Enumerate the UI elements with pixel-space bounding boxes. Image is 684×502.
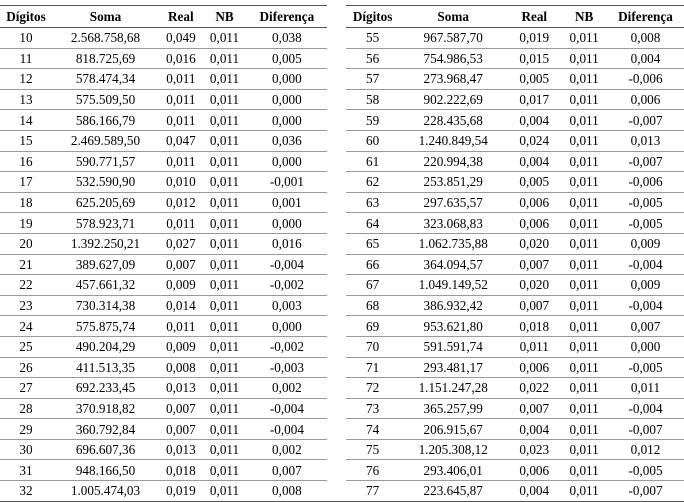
table-row bbox=[0, 89, 684, 110]
table-row bbox=[0, 192, 684, 213]
cell-real: 0,011 bbox=[159, 151, 203, 172]
cell-soma-right: 206.915,67 bbox=[399, 419, 507, 440]
cell-real: 0,007 bbox=[159, 419, 203, 440]
cell-nb: 0,011 bbox=[203, 89, 247, 110]
cell-real-right: 0,006 bbox=[507, 460, 561, 481]
cell-nb: 0,011 bbox=[203, 69, 247, 90]
cell-soma: 696.607,36 bbox=[52, 439, 159, 460]
cell-digitos-right: 68 bbox=[346, 295, 399, 316]
digits-table bbox=[0, 5, 684, 502]
cell-real: 0,019 bbox=[159, 481, 203, 502]
cell-digitos-right: 71 bbox=[346, 357, 399, 378]
cell-nb: 0,011 bbox=[203, 460, 247, 481]
cell-soma: 575.875,74 bbox=[52, 316, 159, 337]
cell-digitos-right: 65 bbox=[346, 233, 399, 254]
cell-soma: 457.661,32 bbox=[52, 275, 159, 296]
cell-nb: 0,011 bbox=[203, 481, 247, 502]
cell-soma: 575.509,50 bbox=[52, 89, 159, 110]
cell-nb-right: 0,011 bbox=[561, 110, 607, 131]
cell-diferenca: 0,002 bbox=[246, 439, 327, 460]
cell-diferenca: 0,036 bbox=[246, 130, 327, 151]
cell-diferenca: 0,000 bbox=[246, 110, 327, 131]
cell-nb-right: 0,011 bbox=[561, 48, 607, 69]
cell-digitos-right: 60 bbox=[346, 130, 399, 151]
cell-diferenca-right: 0,011 bbox=[607, 378, 684, 399]
cell-nb: 0,011 bbox=[203, 48, 247, 69]
cell-digitos: 10 bbox=[0, 28, 52, 49]
cell-diferenca-right: -0,006 bbox=[607, 172, 684, 193]
cell-diferenca: -0,002 bbox=[246, 336, 327, 357]
cell-real: 0,008 bbox=[159, 357, 203, 378]
cell-digitos-right: 76 bbox=[346, 460, 399, 481]
cell-diferenca: 0,005 bbox=[246, 48, 327, 69]
cell-nb: 0,011 bbox=[203, 130, 247, 151]
cell-digitos: 25 bbox=[0, 336, 52, 357]
cell-diferenca-right: -0,006 bbox=[607, 69, 684, 90]
cell-soma-right: 754.986,53 bbox=[399, 48, 507, 69]
cell-diferenca-right: -0,005 bbox=[607, 192, 684, 213]
cell-real-right: 0,020 bbox=[507, 233, 561, 254]
cell-real-right: 0,020 bbox=[507, 275, 561, 296]
cell-real-right: 0,005 bbox=[507, 69, 561, 90]
cell-digitos-right: 75 bbox=[346, 439, 399, 460]
cell-digitos: 12 bbox=[0, 69, 52, 90]
cell-diferenca: -0,003 bbox=[246, 357, 327, 378]
header-row bbox=[0, 6, 684, 28]
header-nb-right: NB bbox=[561, 6, 607, 28]
cell-real: 0,027 bbox=[159, 233, 203, 254]
cell-nb-right: 0,011 bbox=[561, 275, 607, 296]
cell-digitos-right: 61 bbox=[346, 151, 399, 172]
cell-real: 0,047 bbox=[159, 130, 203, 151]
column-gap bbox=[327, 336, 346, 357]
table-row bbox=[0, 357, 684, 378]
cell-diferenca-right: 0,012 bbox=[607, 439, 684, 460]
cell-digitos: 30 bbox=[0, 439, 52, 460]
cell-diferenca-right: -0,005 bbox=[607, 213, 684, 234]
cell-real: 0,016 bbox=[159, 48, 203, 69]
table-row bbox=[0, 254, 684, 275]
table-row bbox=[0, 316, 684, 337]
table-body bbox=[0, 28, 684, 502]
cell-real: 0,007 bbox=[159, 398, 203, 419]
cell-soma-right: 591.591,74 bbox=[399, 336, 507, 357]
cell-nb: 0,011 bbox=[203, 316, 247, 337]
column-gap bbox=[327, 151, 346, 172]
cell-real-right: 0,004 bbox=[507, 151, 561, 172]
cell-diferenca: 0,000 bbox=[246, 151, 327, 172]
cell-digitos: 28 bbox=[0, 398, 52, 419]
cell-digitos: 13 bbox=[0, 89, 52, 110]
cell-diferenca: -0,001 bbox=[246, 172, 327, 193]
cell-nb-right: 0,011 bbox=[561, 316, 607, 337]
cell-diferenca-right: 0,000 bbox=[607, 336, 684, 357]
cell-digitos: 17 bbox=[0, 172, 52, 193]
cell-soma: 360.792,84 bbox=[52, 419, 159, 440]
cell-digitos: 18 bbox=[0, 192, 52, 213]
cell-diferenca-right: -0,007 bbox=[607, 110, 684, 131]
cell-digitos-right: 74 bbox=[346, 419, 399, 440]
cell-digitos: 29 bbox=[0, 419, 52, 440]
cell-nb: 0,011 bbox=[203, 398, 247, 419]
cell-diferenca-right: 0,008 bbox=[607, 28, 684, 49]
table-row bbox=[0, 28, 684, 49]
cell-soma: 1.005.474,03 bbox=[52, 481, 159, 502]
cell-soma: 490.204,29 bbox=[52, 336, 159, 357]
cell-digitos: 21 bbox=[0, 254, 52, 275]
cell-diferenca: 0,002 bbox=[246, 378, 327, 399]
cell-soma-right: 223.645,87 bbox=[399, 481, 507, 502]
cell-nb: 0,011 bbox=[203, 357, 247, 378]
cell-real: 0,011 bbox=[159, 316, 203, 337]
column-gap bbox=[327, 439, 346, 460]
table-row bbox=[0, 130, 684, 151]
cell-nb: 0,011 bbox=[203, 151, 247, 172]
cell-digitos: 27 bbox=[0, 378, 52, 399]
cell-nb-right: 0,011 bbox=[561, 233, 607, 254]
cell-diferenca: 0,001 bbox=[246, 192, 327, 213]
cell-soma-right: 967.587,70 bbox=[399, 28, 507, 49]
column-gap bbox=[327, 378, 346, 399]
cell-real-right: 0,006 bbox=[507, 357, 561, 378]
table-row bbox=[0, 336, 684, 357]
cell-soma: 586.166,79 bbox=[52, 110, 159, 131]
cell-soma-right: 1.062.735,88 bbox=[399, 233, 507, 254]
cell-soma: 2.568.758,68 bbox=[52, 28, 159, 49]
cell-diferenca-right: -0,004 bbox=[607, 254, 684, 275]
cell-digitos-right: 73 bbox=[346, 398, 399, 419]
header-soma: Soma bbox=[52, 6, 159, 28]
table-row bbox=[0, 233, 684, 254]
cell-diferenca: -0,004 bbox=[246, 419, 327, 440]
table-row bbox=[0, 378, 684, 399]
cell-soma: 411.513,35 bbox=[52, 357, 159, 378]
header-digitos: Dígitos bbox=[0, 6, 52, 28]
cell-real: 0,011 bbox=[159, 110, 203, 131]
cell-soma-right: 228.435,68 bbox=[399, 110, 507, 131]
column-gap bbox=[327, 460, 346, 481]
cell-real: 0,011 bbox=[159, 213, 203, 234]
cell-soma-right: 293.406,01 bbox=[399, 460, 507, 481]
cell-digitos: 19 bbox=[0, 213, 52, 234]
cell-diferenca: 0,008 bbox=[246, 481, 327, 502]
column-gap bbox=[327, 28, 346, 49]
cell-diferenca: 0,038 bbox=[246, 28, 327, 49]
column-gap bbox=[327, 316, 346, 337]
column-gap bbox=[327, 295, 346, 316]
cell-soma: 590.771,57 bbox=[52, 151, 159, 172]
cell-soma-right: 1.240.849,54 bbox=[399, 130, 507, 151]
cell-diferenca-right: 0,009 bbox=[607, 275, 684, 296]
cell-real: 0,011 bbox=[159, 69, 203, 90]
table-row bbox=[0, 439, 684, 460]
cell-soma: 370.918,82 bbox=[52, 398, 159, 419]
table-row bbox=[0, 110, 684, 131]
column-gap bbox=[327, 48, 346, 69]
cell-nb: 0,011 bbox=[203, 295, 247, 316]
column-gap bbox=[327, 6, 346, 28]
cell-digitos: 15 bbox=[0, 130, 52, 151]
cell-nb: 0,011 bbox=[203, 439, 247, 460]
cell-nb-right: 0,011 bbox=[561, 28, 607, 49]
cell-real: 0,009 bbox=[159, 336, 203, 357]
cell-nb-right: 0,011 bbox=[561, 378, 607, 399]
cell-diferenca: 0,000 bbox=[246, 316, 327, 337]
cell-real: 0,049 bbox=[159, 28, 203, 49]
cell-real: 0,012 bbox=[159, 192, 203, 213]
column-gap bbox=[327, 398, 346, 419]
table-row bbox=[0, 275, 684, 296]
table-row bbox=[0, 398, 684, 419]
cell-diferenca: 0,007 bbox=[246, 460, 327, 481]
column-gap bbox=[327, 172, 346, 193]
cell-soma: 1.392.250,21 bbox=[52, 233, 159, 254]
column-gap bbox=[327, 275, 346, 296]
cell-diferenca-right: 0,007 bbox=[607, 316, 684, 337]
cell-soma: 578.474,34 bbox=[52, 69, 159, 90]
cell-nb-right: 0,011 bbox=[561, 213, 607, 234]
cell-real-right: 0,007 bbox=[507, 295, 561, 316]
cell-nb: 0,011 bbox=[203, 419, 247, 440]
cell-real-right: 0,004 bbox=[507, 419, 561, 440]
cell-diferenca-right: -0,007 bbox=[607, 419, 684, 440]
cell-soma-right: 953.621,80 bbox=[399, 316, 507, 337]
cell-nb-right: 0,011 bbox=[561, 89, 607, 110]
cell-digitos-right: 63 bbox=[346, 192, 399, 213]
cell-nb-right: 0,011 bbox=[561, 69, 607, 90]
cell-diferenca-right: -0,005 bbox=[607, 357, 684, 378]
header-soma-right: Soma bbox=[399, 6, 507, 28]
cell-real: 0,007 bbox=[159, 254, 203, 275]
cell-soma: 578.923,71 bbox=[52, 213, 159, 234]
column-gap bbox=[327, 357, 346, 378]
column-gap bbox=[327, 419, 346, 440]
cell-nb: 0,011 bbox=[203, 254, 247, 275]
header-digitos-right: Dígitos bbox=[346, 6, 399, 28]
cell-real-right: 0,011 bbox=[507, 336, 561, 357]
cell-soma-right: 297.635,57 bbox=[399, 192, 507, 213]
cell-diferenca: 0,000 bbox=[246, 69, 327, 90]
cell-soma-right: 273.968,47 bbox=[399, 69, 507, 90]
header-nb: NB bbox=[203, 6, 247, 28]
data-table-container bbox=[0, 5, 684, 502]
cell-nb-right: 0,011 bbox=[561, 172, 607, 193]
column-gap bbox=[327, 481, 346, 502]
cell-nb-right: 0,011 bbox=[561, 254, 607, 275]
cell-nb-right: 0,011 bbox=[561, 192, 607, 213]
table-row bbox=[0, 295, 684, 316]
cell-real-right: 0,015 bbox=[507, 48, 561, 69]
cell-diferenca: 0,000 bbox=[246, 89, 327, 110]
cell-digitos-right: 56 bbox=[346, 48, 399, 69]
cell-nb: 0,011 bbox=[203, 192, 247, 213]
cell-digitos: 32 bbox=[0, 481, 52, 502]
header-real: Real bbox=[159, 6, 203, 28]
column-gap bbox=[327, 192, 346, 213]
cell-nb: 0,011 bbox=[203, 378, 247, 399]
cell-real-right: 0,022 bbox=[507, 378, 561, 399]
cell-real-right: 0,004 bbox=[507, 481, 561, 502]
table-row bbox=[0, 172, 684, 193]
cell-digitos-right: 72 bbox=[346, 378, 399, 399]
cell-real: 0,009 bbox=[159, 275, 203, 296]
column-gap bbox=[327, 89, 346, 110]
cell-diferenca: 0,003 bbox=[246, 295, 327, 316]
header-diferenca: Diferença bbox=[246, 6, 327, 28]
cell-real-right: 0,018 bbox=[507, 316, 561, 337]
cell-diferenca-right: -0,005 bbox=[607, 460, 684, 481]
cell-diferenca: -0,002 bbox=[246, 275, 327, 296]
cell-diferenca-right: 0,004 bbox=[607, 48, 684, 69]
cell-real-right: 0,007 bbox=[507, 398, 561, 419]
cell-digitos: 16 bbox=[0, 151, 52, 172]
cell-diferenca-right: -0,004 bbox=[607, 295, 684, 316]
cell-digitos: 22 bbox=[0, 275, 52, 296]
cell-soma-right: 386.932,42 bbox=[399, 295, 507, 316]
cell-soma-right: 220.994,38 bbox=[399, 151, 507, 172]
cell-digitos-right: 66 bbox=[346, 254, 399, 275]
cell-nb-right: 0,011 bbox=[561, 460, 607, 481]
cell-digitos-right: 77 bbox=[346, 481, 399, 502]
cell-soma-right: 1.205.308,12 bbox=[399, 439, 507, 460]
cell-diferenca: -0,004 bbox=[246, 398, 327, 419]
cell-real: 0,010 bbox=[159, 172, 203, 193]
cell-soma: 532.590,90 bbox=[52, 172, 159, 193]
cell-digitos-right: 55 bbox=[346, 28, 399, 49]
cell-nb-right: 0,011 bbox=[561, 295, 607, 316]
column-gap bbox=[327, 110, 346, 131]
cell-real-right: 0,019 bbox=[507, 28, 561, 49]
cell-diferenca: -0,004 bbox=[246, 254, 327, 275]
cell-soma: 389.627,09 bbox=[52, 254, 159, 275]
cell-nb-right: 0,011 bbox=[561, 439, 607, 460]
cell-nb-right: 0,011 bbox=[561, 151, 607, 172]
cell-nb: 0,011 bbox=[203, 28, 247, 49]
cell-nb: 0,011 bbox=[203, 275, 247, 296]
cell-soma: 625.205,69 bbox=[52, 192, 159, 213]
cell-digitos-right: 70 bbox=[346, 336, 399, 357]
table-row bbox=[0, 460, 684, 481]
cell-real: 0,013 bbox=[159, 439, 203, 460]
cell-digitos: 14 bbox=[0, 110, 52, 131]
cell-digitos-right: 59 bbox=[346, 110, 399, 131]
cell-diferenca-right: -0,004 bbox=[607, 398, 684, 419]
cell-soma-right: 293.481,17 bbox=[399, 357, 507, 378]
cell-real-right: 0,006 bbox=[507, 213, 561, 234]
cell-diferenca-right: 0,006 bbox=[607, 89, 684, 110]
column-gap bbox=[327, 233, 346, 254]
cell-soma-right: 323.068,83 bbox=[399, 213, 507, 234]
cell-nb-right: 0,011 bbox=[561, 419, 607, 440]
cell-diferenca-right: -0,007 bbox=[607, 151, 684, 172]
cell-nb-right: 0,011 bbox=[561, 481, 607, 502]
cell-digitos-right: 58 bbox=[346, 89, 399, 110]
cell-digitos: 20 bbox=[0, 233, 52, 254]
cell-real-right: 0,006 bbox=[507, 192, 561, 213]
cell-nb: 0,011 bbox=[203, 233, 247, 254]
cell-digitos-right: 57 bbox=[346, 69, 399, 90]
cell-diferenca: 0,000 bbox=[246, 213, 327, 234]
table-row bbox=[0, 419, 684, 440]
cell-nb-right: 0,011 bbox=[561, 398, 607, 419]
column-gap bbox=[327, 213, 346, 234]
cell-real: 0,018 bbox=[159, 460, 203, 481]
cell-nb: 0,011 bbox=[203, 172, 247, 193]
table-row bbox=[0, 48, 684, 69]
cell-real-right: 0,017 bbox=[507, 89, 561, 110]
cell-digitos: 26 bbox=[0, 357, 52, 378]
cell-diferenca: 0,016 bbox=[246, 233, 327, 254]
cell-diferenca-right: 0,013 bbox=[607, 130, 684, 151]
cell-soma-right: 902.222,69 bbox=[399, 89, 507, 110]
table-row bbox=[0, 213, 684, 234]
cell-soma: 818.725,69 bbox=[52, 48, 159, 69]
cell-nb: 0,011 bbox=[203, 213, 247, 234]
column-gap bbox=[327, 130, 346, 151]
cell-soma-right: 253.851,29 bbox=[399, 172, 507, 193]
cell-soma: 730.314,38 bbox=[52, 295, 159, 316]
header-real-right: Real bbox=[507, 6, 561, 28]
cell-diferenca-right: 0,009 bbox=[607, 233, 684, 254]
cell-real-right: 0,005 bbox=[507, 172, 561, 193]
cell-digitos-right: 64 bbox=[346, 213, 399, 234]
cell-soma: 692.233,45 bbox=[52, 378, 159, 399]
cell-soma-right: 1.151.247,28 bbox=[399, 378, 507, 399]
cell-nb: 0,011 bbox=[203, 110, 247, 131]
cell-nb-right: 0,011 bbox=[561, 130, 607, 151]
cell-soma-right: 365.257,99 bbox=[399, 398, 507, 419]
cell-real: 0,013 bbox=[159, 378, 203, 399]
cell-soma: 948.166,50 bbox=[52, 460, 159, 481]
cell-real: 0,014 bbox=[159, 295, 203, 316]
cell-digitos-right: 69 bbox=[346, 316, 399, 337]
cell-soma-right: 364.094,57 bbox=[399, 254, 507, 275]
table-row bbox=[0, 151, 684, 172]
cell-real-right: 0,007 bbox=[507, 254, 561, 275]
cell-nb-right: 0,011 bbox=[561, 357, 607, 378]
cell-soma: 2.469.589,50 bbox=[52, 130, 159, 151]
table-row bbox=[0, 481, 684, 502]
cell-digitos: 23 bbox=[0, 295, 52, 316]
cell-real-right: 0,024 bbox=[507, 130, 561, 151]
cell-soma-right: 1.049.149,52 bbox=[399, 275, 507, 296]
cell-digitos: 31 bbox=[0, 460, 52, 481]
cell-real: 0,011 bbox=[159, 89, 203, 110]
header-diferenca-right: Diferença bbox=[607, 6, 684, 28]
cell-digitos-right: 62 bbox=[346, 172, 399, 193]
cell-digitos: 24 bbox=[0, 316, 52, 337]
cell-real-right: 0,004 bbox=[507, 110, 561, 131]
cell-nb: 0,011 bbox=[203, 336, 247, 357]
cell-real-right: 0,023 bbox=[507, 439, 561, 460]
cell-diferenca-right: -0,007 bbox=[607, 481, 684, 502]
cell-digitos: 11 bbox=[0, 48, 52, 69]
cell-digitos-right: 67 bbox=[346, 275, 399, 296]
table-row bbox=[0, 69, 684, 90]
cell-nb-right: 0,011 bbox=[561, 336, 607, 357]
column-gap bbox=[327, 254, 346, 275]
column-gap bbox=[327, 69, 346, 90]
